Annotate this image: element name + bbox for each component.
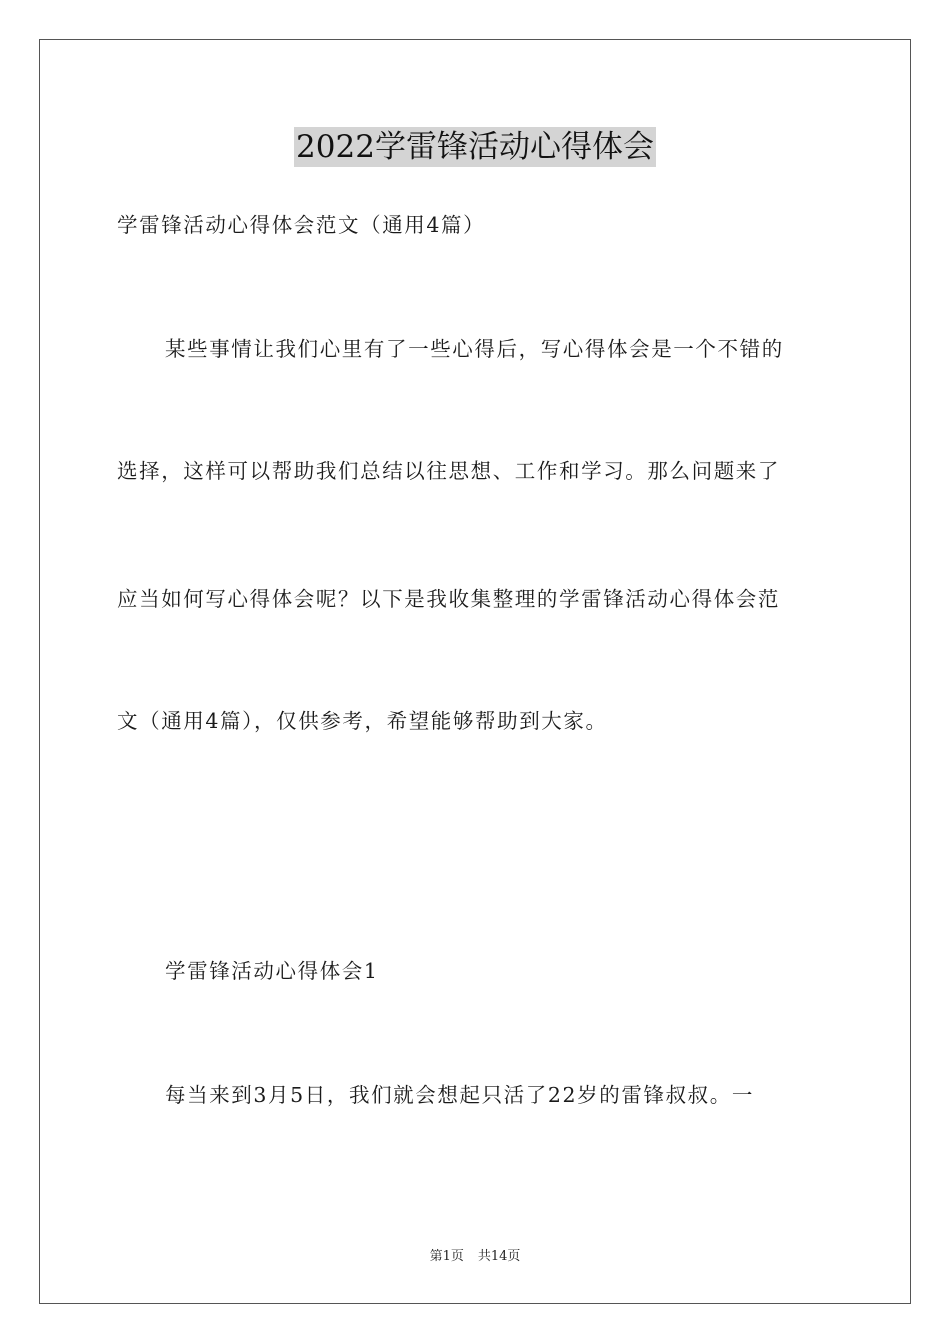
intro-line-2: 选择，这样可以帮助我们总结以往思想、工作和学习。那么问题来了 [117,459,780,483]
section-first-line: 每当来到3月5日，我们就会想起只活了22岁的雷锋叔叔。一 [165,1083,754,1107]
intro-line-1: 某些事情让我们心里有了一些心得后，写心得体会是一个不错的 [165,337,784,361]
document-subtitle: 学雷锋活动心得体会范文（通用4篇） [117,213,486,237]
intro-line-3: 应当如何写心得体会呢？以下是我收集整理的学雷锋活动心得体会范 [117,587,780,611]
page-total: 共14页 [477,1249,521,1264]
document-title: 2022学雷锋活动心得体会 [296,129,654,165]
intro-line-4: 文（通用4篇），仅供参考，希望能够帮助到大家。 [117,709,608,733]
page-footer [0,1248,950,1266]
title-container [0,127,950,167]
page-number: 第1页 [429,1249,464,1264]
section-heading: 学雷锋活动心得体会1 [165,959,379,983]
